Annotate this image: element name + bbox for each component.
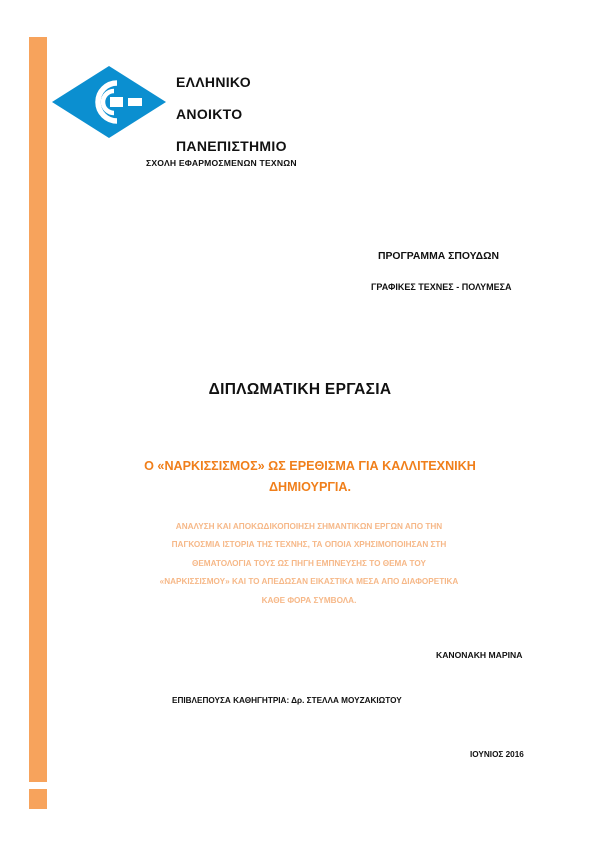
supervisor: ΕΠΙΒΛΕΠΟΥΣΑ ΚΑΘΗΓΗΤΡΙΑ: Δρ. ΣΤΕΛΛΑ ΜΟΥΖΑΚΙΩΤΟΥ <box>172 696 402 705</box>
university-name-line-2: ΑΝΟΙΚΤΟ <box>176 106 243 122</box>
thesis-subtitle-line: «ΝΑΡΚΙΣΣΙΣΜΟΥ» ΚΑΙ ΤΟ ΑΠΕΔΩΣΑΝ ΕΙΚΑΣΤΙΚΑ ΜΕΣΑ ΑΠΟ ΔΙΑΦΟΡΕΤΙΚΑ <box>159 577 459 587</box>
university-name-line-1: ΕΛΛΗΝΙΚΟ <box>176 74 251 90</box>
thesis-subtitle-line: ΠΑΓΚΟΣΜΙΑ ΙΣΤΟΡΙΑ ΤΗΣ ΤΕΧΝΗΣ, ΤΑ ΟΠΟΙΑ ΧΡΗΣΙΜΟΠΟΙΗΣΑΝ ΣΤΗ <box>171 540 447 550</box>
thesis-subtitle-line: ΑΝΑΛΥΣΗ ΚΑΙ ΑΠΟΚΩΔΙΚΟΠΟΙΗΣΗ ΣΗΜΑΝΤΙΚΩΝ ΕΡΓΩΝ ΑΠΟ ΤΗΝ <box>175 522 443 531</box>
thesis-title-line: Ο «ΝΑΡΚΙΣΣΙΣΜΟΣ» ΩΣ ΕΡΕΘΙΣΜΑ ΓΙΑ ΚΑΛΛΙΤΕΧΝΙΚΗ <box>144 459 476 473</box>
program-name: ΓΡΑΦΙΚΕΣ ΤΕΧΝΕΣ - ΠΟΛΥΜΕΣΑ <box>371 282 512 292</box>
author-name: ΚΑΝΟΝΑΚΗ ΜΑΡΙΝΑ <box>436 650 523 660</box>
orange-side-bar <box>29 37 47 782</box>
thesis-subtitle <box>98 518 520 610</box>
thesis-subtitle-line: ΘΕΜΑΤΟΛΟΓΙΑ ΤΟΥΣ ΩΣ ΠΗΓΗ ΕΜΠΝΕΥΣΗΣ ΤΟ ΘΕΜΑ ΤΟΥ <box>191 558 427 568</box>
thesis-title <box>100 456 520 498</box>
orange-side-bar-footer <box>29 789 47 809</box>
submission-date: ΙΟΥΝΙΟΣ 2016 <box>470 750 524 759</box>
school-name: ΣΧΟΛΗ ΕΦΑΡΜΟΣΜΕΝΩΝ ΤΕΧΝΩΝ <box>146 158 297 168</box>
document-type: ΔΙΠΛΩΜΑΤΙΚΗ ΕΡΓΑΣΙΑ <box>208 381 392 398</box>
thesis-title-line: ΔΗΜΙΟΥΡΓΙΑ. <box>268 480 352 494</box>
program-label: ΠΡΟΓΡΑΜΜΑ ΣΠΟΥΔΩΝ <box>378 251 499 262</box>
thesis-subtitle-line: ΚΑΘΕ ΦΟΡΑ ΣΥΜΒΟΛΑ. <box>261 595 357 605</box>
university-name-line-3: ΠΑΝΕΠΙΣΤΗΜΙΟ <box>176 138 287 154</box>
eap-logo-icon <box>50 64 168 140</box>
